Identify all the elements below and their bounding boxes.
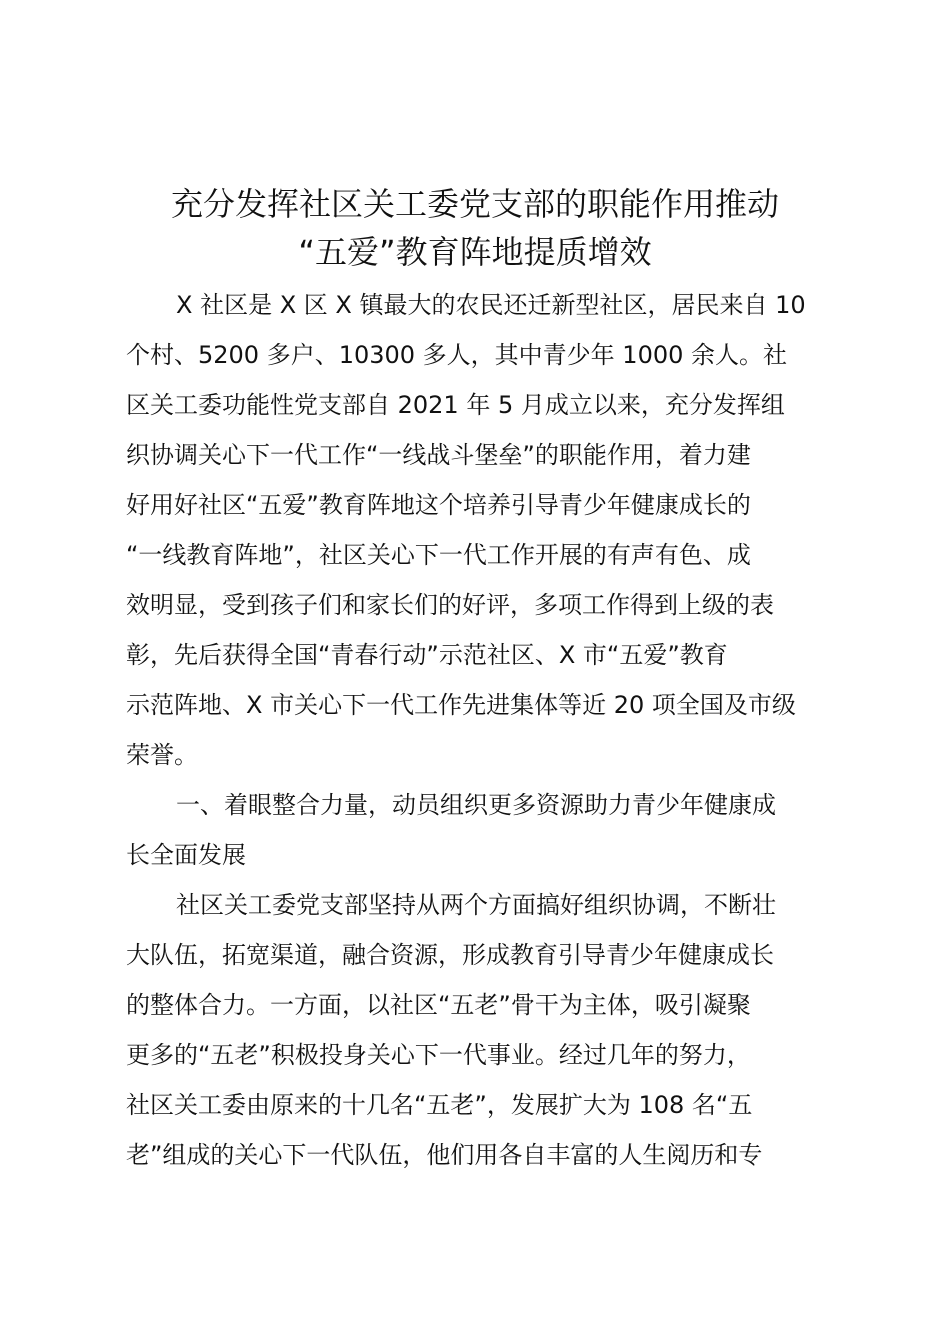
- text-line: 荣誉。: [126, 741, 198, 769]
- section-heading-1: [126, 780, 836, 880]
- text-line: 好用好社区“五爱”教育阵地这个培养引导青少年健康成长的: [126, 491, 751, 519]
- text-line: “一线教育阵地”，社区关心下一代工作开展的有声有色、成: [126, 541, 751, 569]
- title-line-2: “五爱”教育阵地提质增效: [298, 233, 652, 271]
- text-line: 彰，先后获得全国“青春行动”示范社区、X 市“五爱”教育: [126, 641, 728, 669]
- paragraph-section-1: [126, 880, 836, 1180]
- text-line: 的整体合力。一方面，以社区“五老”骨干为主体，吸引凝聚: [126, 991, 751, 1019]
- text-line: 更多的“五老”积极投身关心下一代事业。经过几年的努力，: [126, 1041, 751, 1069]
- text-line: 老”组成的关心下一代队伍，他们用各自丰富的人生阅历和专: [126, 1141, 763, 1169]
- text-line: 效明显，受到孩子们和家长们的好评，多项工作得到上级的表: [126, 591, 774, 619]
- text-line: 社区关工委党支部坚持从两个方面搞好组织协调，不断壮: [176, 891, 776, 919]
- text-line: 区关工委功能性党支部自 2021 年 5 月成立以来，充分发挥组: [126, 391, 785, 419]
- text-line: 长全面发展: [126, 841, 246, 869]
- paragraph-intro: [126, 280, 836, 780]
- text-line: X 社区是 X 区 X 镇最大的农民还迁新型社区，居民来自 10: [176, 291, 806, 319]
- document-title: [120, 180, 830, 276]
- title-line-1: 充分发挥社区关工委党支部的职能作用推动: [170, 185, 779, 223]
- text-line: 社区关工委由原来的十几名“五老”，发展扩大为 108 名“五: [126, 1091, 753, 1119]
- document-body: [126, 280, 836, 1180]
- text-line: 大队伍，拓宽渠道，融合资源，形成教育引导青少年健康成长: [126, 941, 774, 969]
- text-line: 织协调关心下一代工作“一线战斗堡垒”的职能作用，着力建: [126, 441, 751, 469]
- text-line: 一、着眼整合力量，动员组织更多资源助力青少年健康成: [176, 791, 776, 819]
- text-line: 个村、5200 多户、10300 多人，其中青少年 1000 余人。社: [126, 341, 788, 369]
- text-line: 示范阵地、X 市关心下一代工作先进集体等近 20 项全国及市级: [126, 691, 796, 719]
